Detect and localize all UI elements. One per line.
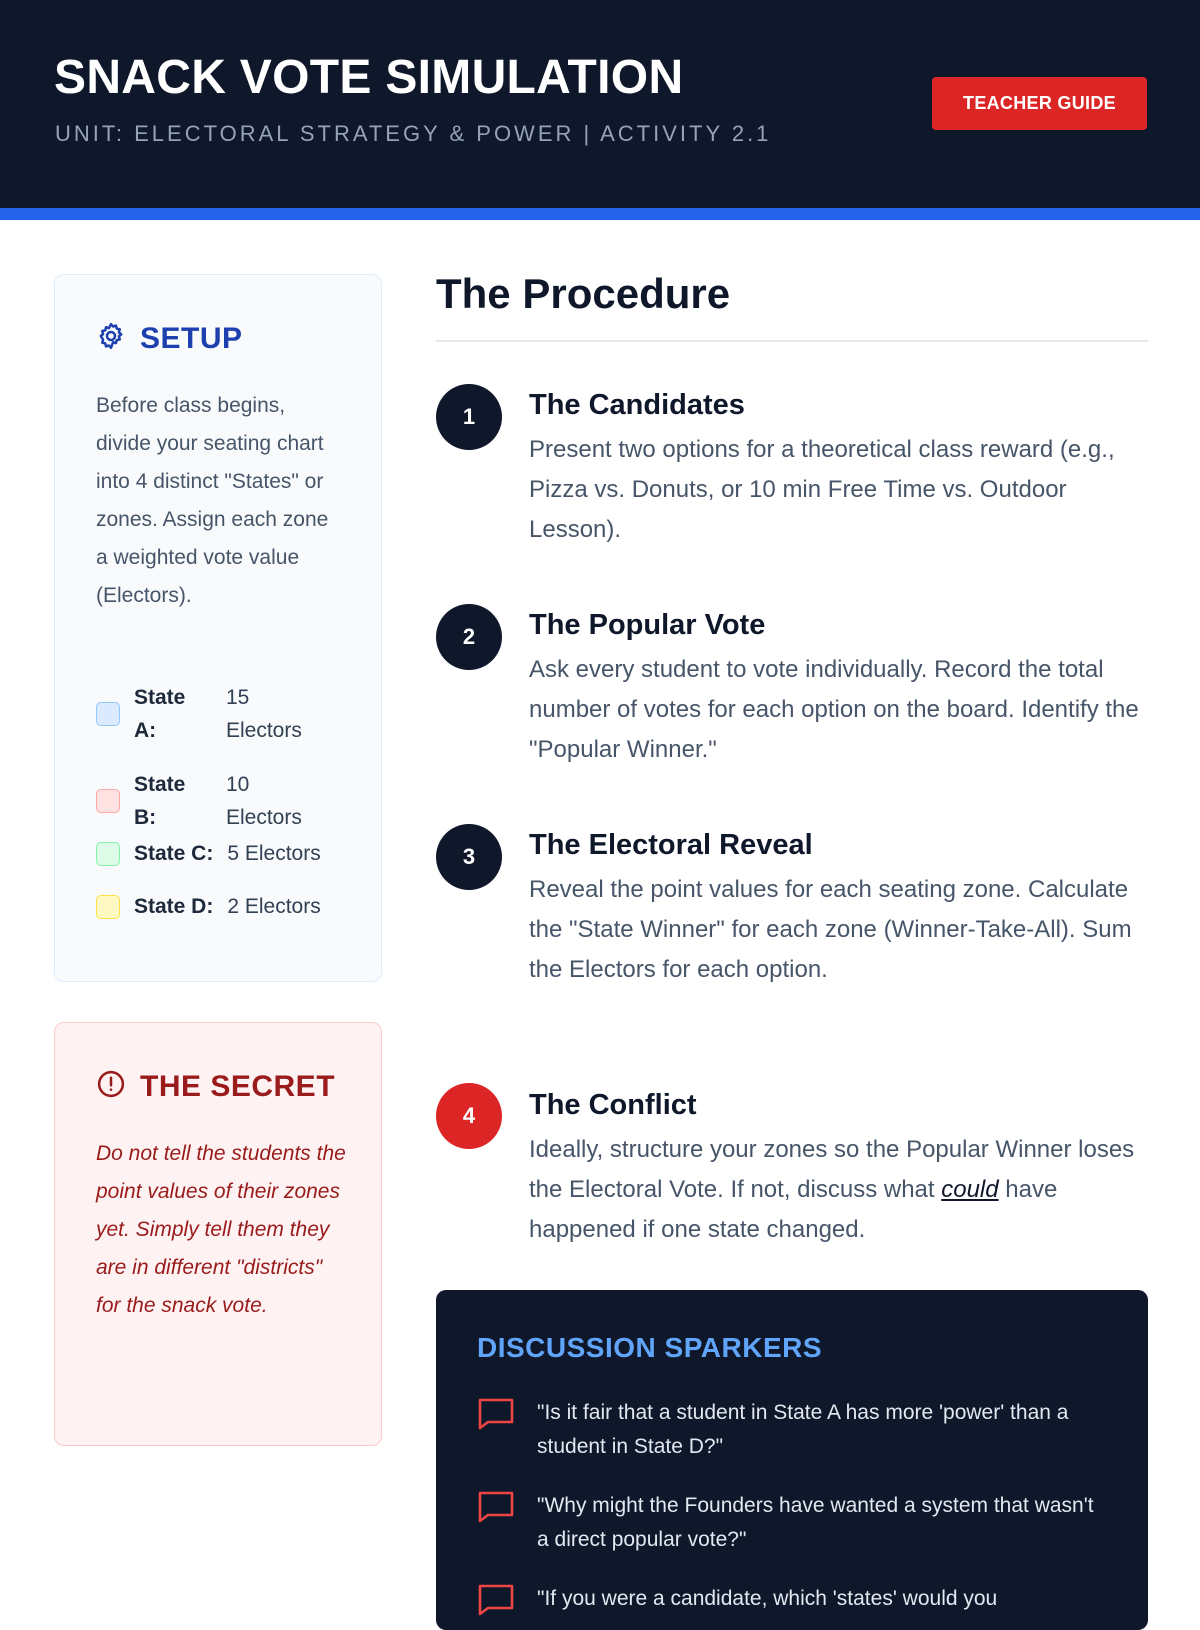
state-name: State D: [134, 895, 214, 918]
step-number: 4 [436, 1083, 502, 1149]
setup-heading [96, 321, 243, 356]
state-row-b [96, 768, 326, 834]
state-name: State B: [134, 773, 186, 829]
step-title: The Candidates [529, 389, 745, 421]
state-name: State A: [134, 686, 186, 742]
secret-description: Do not tell the students the point values of their zones yet. Simply tell them they are in different "districts" for the snack vote. [96, 1142, 346, 1317]
state-d-swatch [96, 895, 120, 919]
speech-bubble-icon [477, 1582, 515, 1623]
procedure-title: The Procedure [436, 270, 731, 317]
step-title: The Electoral Reveal [529, 829, 813, 861]
step-title: The Conflict [529, 1089, 697, 1121]
discussion-question: "Is it fair that a student in State A has more 'power' than a student in State D?" [537, 1401, 1069, 1458]
setup-description: Before class begins, divide your seating chart into 4 distinct "States" or zones. Assign each zone a weighted vote value (Electors). [96, 394, 329, 607]
step-text [529, 1130, 1149, 1250]
discussion-item [477, 1489, 1097, 1557]
step-text: Ask every student to vote individually. Record the total number of votes for each option on the board. Identify the "Popular Winner." [529, 656, 1139, 763]
secret-card [54, 1022, 382, 1446]
alert-circle-icon [96, 1069, 126, 1104]
discussion-item [477, 1582, 1097, 1623]
step-number: 1 [436, 384, 502, 450]
step-title: The Popular Vote [529, 609, 766, 641]
state-value: 5 Electors [227, 842, 321, 865]
setup-heading-label: SETUP [140, 321, 243, 355]
page-title: SNACK VOTE SIMULATION [54, 51, 684, 104]
page-header [0, 0, 1200, 208]
state-b-swatch [96, 789, 120, 813]
teacher-guide-button[interactable]: TEACHER GUIDE [932, 77, 1147, 130]
discussion-item [477, 1396, 1097, 1464]
step-number: 3 [436, 824, 502, 890]
page-subtitle: UNIT: ELECTORAL STRATEGY & POWER | ACTIVITY 2.1 [55, 121, 772, 146]
discussion-title: DISCUSSION SPARKERS [477, 1332, 823, 1363]
step-text-part: have happened if one state changed. [529, 1176, 1058, 1243]
step-text: Reveal the point values for each seating zone. Calculate the "State Winner" for each zone (Winner-Take-All). Sum the Electors for each option. [529, 876, 1132, 983]
gear-icon [96, 321, 126, 356]
state-row-d [96, 890, 321, 923]
header-accent-bar [0, 208, 1200, 220]
secret-heading-label: THE SECRET [140, 1069, 336, 1103]
speech-bubble-icon [477, 1396, 515, 1464]
step-number: 2 [436, 604, 502, 670]
state-name: State C: [134, 842, 214, 865]
discussion-card [436, 1290, 1148, 1630]
step-text-emphasis: could [941, 1176, 999, 1203]
setup-card [54, 274, 382, 982]
discussion-question: "If you were a candidate, which 'states' would you [537, 1587, 998, 1610]
step-text: Present two options for a theoretical class reward (e.g., Pizza vs. Donuts, or 10 min Free Time vs. Outdoor Lesson). [529, 436, 1115, 543]
discussion-question: "Why might the Founders have wanted a system that wasn't a direct popular vote?" [537, 1494, 1094, 1551]
state-row-a [96, 681, 326, 747]
state-row-c [96, 837, 321, 870]
state-a-swatch [96, 702, 120, 726]
state-c-swatch [96, 842, 120, 866]
secret-heading [96, 1069, 335, 1104]
speech-bubble-icon [477, 1489, 515, 1557]
state-value: 15 Electors [226, 686, 302, 742]
step-text-part: Ideally, structure your zones so the Popular Winner loses the Electoral Vote. If not, discuss what [529, 1136, 1135, 1203]
state-value: 10 Electors [226, 773, 302, 829]
procedure-divider [436, 340, 1148, 342]
state-value: 2 Electors [227, 895, 321, 918]
